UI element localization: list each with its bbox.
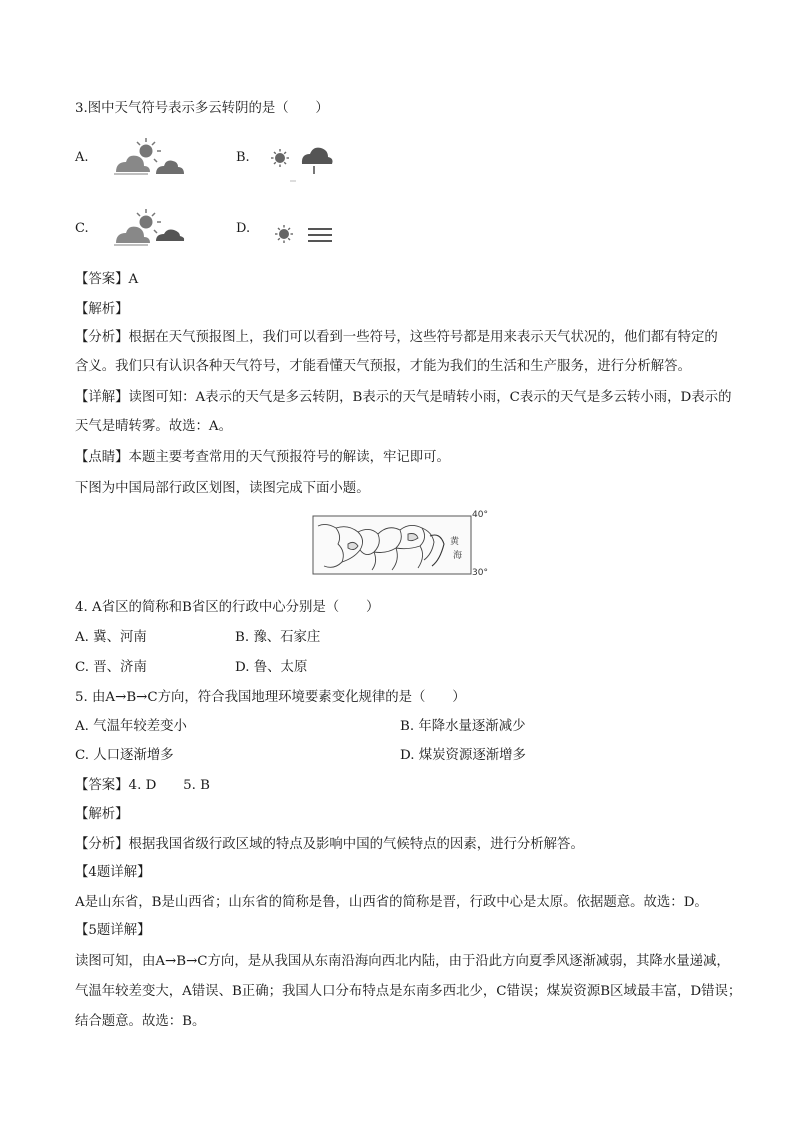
q3-option-a-label: A. (75, 150, 89, 165)
q4-detail-heading: 【4题详解】 (75, 865, 151, 880)
q45-analysis-heading: 【解析】 (75, 807, 129, 822)
q4-option-a: A. 冀、河南 (75, 630, 147, 645)
lat-label-top: 40° (472, 510, 488, 520)
province-map-figure (312, 510, 512, 584)
sun-behind-cloud-icon (114, 138, 161, 174)
sun-behind-cloud-icon (114, 209, 161, 245)
q5-detail-line-1: 读图可知，由A→B→C方向，是从我国从东南沿海向西北内陆，由于沿此方向夏季风逐渐减弱，其降水量递减， (75, 954, 730, 969)
q5-option-c: C. 人口逐渐增多 (75, 748, 174, 763)
q4-option-b: B. 豫、石家庄 (235, 630, 321, 645)
fog-icon (308, 229, 332, 241)
section-intro: 下图为中国局部行政区划图，读图完成下面小题。 (75, 481, 370, 496)
q3-option-b-label: B. (236, 150, 250, 165)
cloud-icon (156, 161, 184, 174)
q3-option-d-icons (272, 222, 336, 250)
sea-label-2: 海 (453, 551, 463, 561)
sea-label-1: 黄 (450, 537, 460, 547)
q5-option-b: B. 年降水量逐渐减少 (400, 719, 526, 734)
q3-fenxi-line-1: 【分析】根据在天气预报图上，我们可以看到一些符号，这些符号都是用来表示天气状况的，他们都有特定的 (75, 330, 718, 345)
q3-option-a-icons (110, 134, 190, 180)
q5-option-a: A. 气温年较差变小 (75, 719, 187, 734)
q3-xiangjie-line-1: 【详解】读图可知：A表示的天气是多云转阴，B表示的天气是晴转小雨，C表示的天气是多云转小雨，D表示的 (75, 390, 732, 405)
q5-option-d: D. 煤炭资源逐渐增多 (400, 748, 526, 763)
sun-icon (275, 225, 293, 243)
q3-stem: 3.图中天气符号表示多云转阴的是（ ） (75, 101, 329, 116)
q3-analysis-heading: 【解析】 (75, 302, 129, 317)
q5-detail-line-3: 结合题意。故选：B。 (75, 1014, 206, 1029)
q5-detail-line-2: 气温年较差变大，A错误、B正确；我国人口分布特点是东南多西北少，C错误；煤炭资源B区域最丰富，D错误； (75, 984, 742, 999)
dark-cloud-icon (156, 230, 184, 242)
q3-answer: 【答案】A (75, 272, 139, 287)
sun-icon (271, 149, 289, 167)
q3-option-d-label: D. (236, 221, 251, 236)
q4-stem: 4. A省区的简称和B省区的行政中心分别是（ ） (75, 600, 380, 615)
q5-stem: 5. 由A→B→C方向，符合我国地理环境要素变化规律的是（ ） (75, 690, 466, 705)
q3-option-c-icons (110, 208, 190, 248)
q4-detail-text: A是山东省，B是山西省；山东省的简称是鲁，山西省的简称是晋，行政中心是太原。依据题意。故选：D。 (75, 895, 708, 910)
q5-detail-heading: 【5题详解】 (75, 923, 151, 938)
lat-label-bottom: 30° (472, 568, 488, 578)
q3-option-b-icons (268, 140, 338, 184)
q3-xiangjie-line-2: 天气是晴转雾。故选：A。 (75, 419, 232, 434)
q3-fenxi-line-2: 含义。我们只有认识各种天气符号，才能看懂天气预报，才能为我们的生活和生产服务，进行分析解答。 (75, 359, 691, 374)
q3-dianjing: 【点睛】本题主要考查常用的天气预报符号的解读，牢记即可。 (75, 450, 450, 465)
q3-option-c-label: C. (75, 221, 89, 236)
q45-fenxi: 【分析】根据我国省级行政区域的特点及影响中国的气候特点的因素，进行分析解答。 (75, 837, 584, 852)
q4-option-c: C. 晋、济南 (75, 660, 147, 675)
rain-cloud-icon (302, 148, 333, 174)
q45-answer: 【答案】4. D 5. B (75, 778, 210, 793)
q4-option-d: D. 鲁、太原 (235, 660, 308, 675)
